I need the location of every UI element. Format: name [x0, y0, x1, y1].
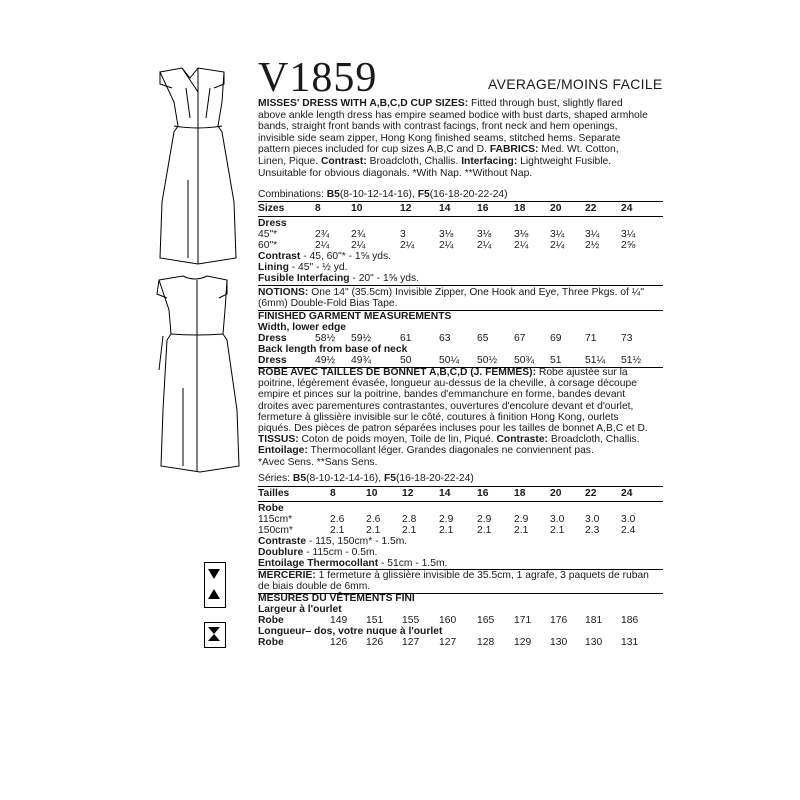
mercerie: MERCERIE: 1 fermeture à glissière invisible de 35.5cm, 1 agrafe, 3 paquets de ruban de biais double de 6mm. [258, 570, 649, 592]
doublure-metrage: Doublure - 115cm - 0.5m. [258, 547, 378, 558]
difficulty-label: AVERAGE/MOINS FACILE [488, 76, 663, 92]
pattern-number: V1859 [258, 55, 378, 101]
largeur-label: Largeur à l'ourlet [258, 604, 342, 615]
mesures-title: MESURES DU VÊTEMENTS FINI [258, 593, 415, 604]
bowtie-icon [207, 626, 221, 642]
contraste-metrage: Contraste - 115, 150cm* - 1.5m. [258, 536, 408, 547]
longueur-label: Longueur– dos, votre nuque à l'ourlet [258, 626, 443, 637]
robe-label: Robe [258, 503, 284, 514]
nap-down-triangle-icon [207, 567, 221, 581]
combinations-line: Combinations: B5(8-10-12-14-16), F5(16-18-20-22-24) [258, 189, 508, 200]
notions: NOTIONS: One 14" (35.5cm) Invisible Zipper, One Hook and Eye, Three Pkgs. of ¼" (6mm) Double-Fold Bias Tape. [258, 287, 644, 309]
fusible-yardage: Fusible Interfacing - 20" - 1⅝ yds. [258, 273, 420, 284]
french-description: ROBE AVEC TAILLES DE BONNET A,B,C,D (J. FEMMES): Robe ajustée sur la poitrine, légèrement évasée, longueur au-dessus de la cheville, à corsage découpe empire et pinces sur la poitrine, bandes d'emmanchure en forme, bandes devant droites avec parementures contrastantes, ouvertures d'encolure devant et d'ourlet, fermeture à glissière invisible sur le côté, coutures à finition Hong Kong, ourlets piqués. Des pièces de patron séparées incluses pour les tailles de bonnet A,B,C et D. TISSUS: Coton de poids moyen, Toile de lin, Piqué. Contraste: Broadcloth, Challis. Entoilage: Thermocollant léger. Grandes diagonales ne conviennent pas. *Avec Sens. **Sans Sens. [258, 367, 648, 468]
dress-front-illustration [148, 62, 248, 267]
finished-garment-title: FINISHED GARMENT MEASUREMENTS [258, 311, 452, 322]
series-line: Séries: B5(8-10-12-14-16), F5(16-18-20-22-24) [258, 473, 474, 484]
entoilage-metrage: Entoilage Thermocollant - 51cm - 1.5m. [258, 558, 448, 569]
back-length-label: Back length from base of neck [258, 344, 408, 355]
dress-back-illustration [145, 270, 245, 475]
nap-up-triangle-icon [207, 587, 221, 601]
width-lower-edge-label: Width, lower edge [258, 322, 347, 333]
lining-yardage: Lining - 45" - ½ yd. [258, 262, 348, 273]
contrast-yardage: Contrast - 45, 60"* - 1⅝ yds. [258, 251, 391, 262]
dress-label: Dress [258, 218, 287, 229]
english-description: MISSES' DRESS WITH A,B,C,D CUP SIZES: Fitted through bust, slightly flared above ankle length dress has empire seamed bodice with bust darts, shaped armhole bands, straight front bands with contrast facings, front neck and hem openings, invisible side seam zipper, Hong Kong finished seams, stitched hems. Separate pattern pieces included for cup sizes A,B,C and D. FABRICS: Med. Wt. Cotton, Linen, Pique. Contrast: Broadcloth, Challis. Interfacing: Lightweight Fusible. Unsuitable for obvious diagonals. *With Nap. **Without Nap. [258, 98, 648, 179]
